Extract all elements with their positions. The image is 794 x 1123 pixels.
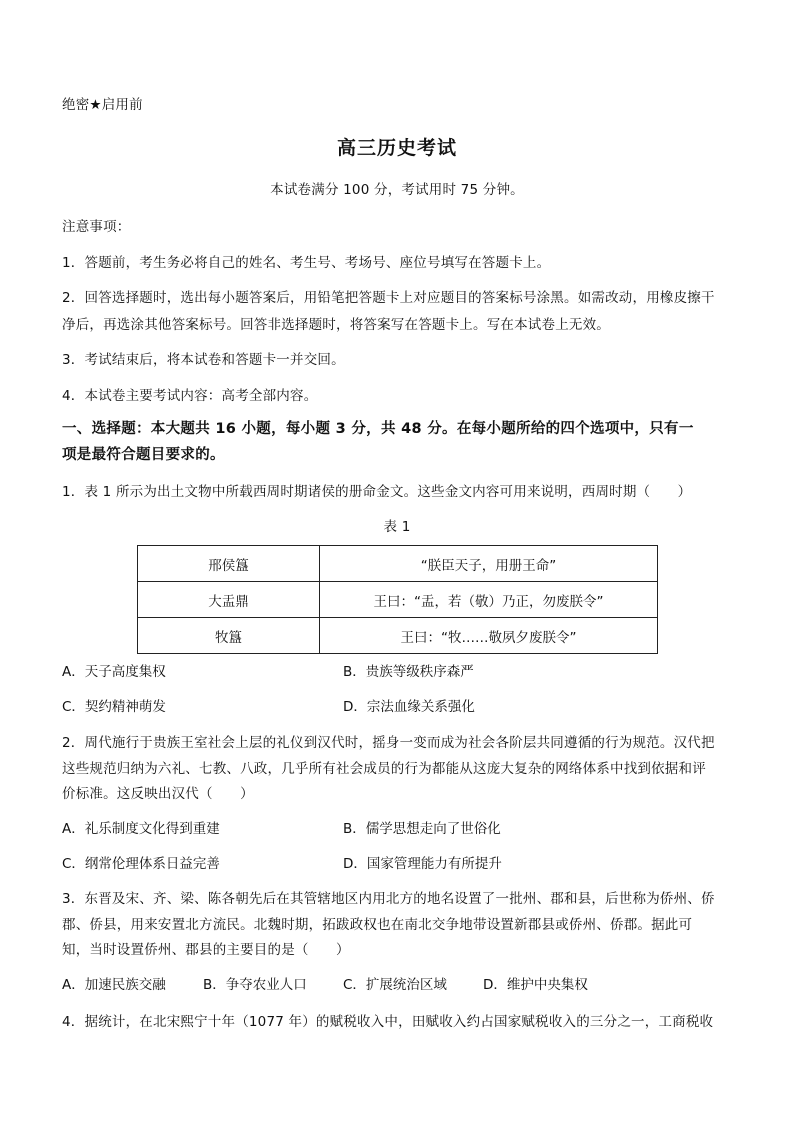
table-cell-name: 牧簋 — [138, 618, 320, 654]
section-heading-cont: 项是最符合题目要求的。 — [62, 447, 225, 463]
q3-option-a: A．加速民族交融 — [62, 977, 166, 993]
table-cell-name: 邢侯簋 — [138, 546, 320, 582]
exam-subtitle: 本试卷满分 100 分，考试用时 75 分钟。 — [270, 182, 524, 198]
q2-stem-line-2: 这些规范归纳为六礼、七教、八政，几乎所有社会成员的行为都能从这庞大复杂的网络体系中找到依据和评 — [62, 761, 706, 777]
section-heading: 一、选择题：本大题共 16 小题，每小题 3 分，共 48 分。在每小题所给的四个选项中，只有一 — [62, 421, 694, 437]
table-row — [138, 582, 658, 618]
q2-stem-line-1: 2．周代施行于贵族王室社会上层的礼仪到汉代时，摇身一变而成为社会各阶层共同遵循的行为规范。汉代把 — [62, 735, 715, 751]
table-cell-text: 王曰：“牧……敬夙夕废朕令” — [320, 618, 658, 654]
note-item-2-cont: 净后，再选涂其他答案标号。回答非选择题时，将答案写在答题卡上。写在本试卷上无效。 — [62, 317, 610, 333]
q1-stem: 1．表 1 所示为出土文物中所载西周时期诸侯的册命金文。这些金文内容可用来说明，西周时期（ ） — [62, 484, 692, 500]
notes-heading: 注意事项： — [62, 219, 131, 235]
q3-stem-line-2: 郡、侨县，用来安置北方流民。北魏时期，拓跋政权也在南北交争地带设置新郡县或侨州、侨郡。据此可 — [62, 917, 693, 933]
q2-option-d: D．国家管理能力有所提升 — [343, 856, 502, 872]
q2-option-c: C．纲常伦理体系日益完善 — [62, 856, 220, 872]
q1-option-b: B．贵族等级秩序森严 — [343, 664, 474, 680]
q3-stem-line-1: 3．东晋及宋、齐、梁、陈各朝先后在其管辖地区内用北方的地名设置了一批州、郡和县，后世称为侨州、侨 — [62, 891, 715, 907]
q3-stem-line-3: 知，当时设置侨州、郡县的主要目的是（ ） — [62, 942, 350, 958]
secret-mark: 绝密★启用前 — [62, 97, 143, 113]
table-cell-name: 大盂鼎 — [138, 582, 320, 618]
q3-option-b: B．争夺农业人口 — [203, 977, 307, 993]
table-cell-text: 王曰：“盂，若（敬）乃正，勿废朕令” — [320, 582, 658, 618]
table-row — [138, 546, 658, 582]
q4-stem-line-1: 4．据统计，在北宋熙宁十年（1077 年）的赋税收入中，田赋收入约占国家赋税收入的三分之一，工商税收 — [62, 1014, 714, 1030]
q3-option-d: D．维护中央集权 — [483, 977, 588, 993]
table-row — [138, 618, 658, 654]
q2-option-a: A．礼乐制度文化得到重建 — [62, 821, 220, 837]
q1-option-d: D．宗法血缘关系强化 — [343, 699, 475, 715]
q1-option-c: C．契约精神萌发 — [62, 699, 166, 715]
q2-stem-line-3: 价标准。这反映出汉代（ ） — [62, 786, 254, 802]
note-item-2: 2．回答选择题时，选出每小题答案后，用铅笔把答题卡上对应题目的答案标号涂黑。如需改动，用橡皮擦干 — [62, 290, 715, 306]
q1-option-a: A．天子高度集权 — [62, 664, 166, 680]
q3-option-c: C．扩展统治区域 — [343, 977, 447, 993]
q2-option-b: B．儒学思想走向了世俗化 — [343, 821, 501, 837]
q1-table — [137, 545, 658, 654]
note-item-4: 4．本试卷主要考试内容：高考全部内容。 — [62, 388, 318, 404]
note-item-1: 1．答题前，考生务必将自己的姓名、考生号、考场号、座位号填写在答题卡上。 — [62, 255, 551, 271]
exam-title: 高三历史考试 — [336, 137, 457, 159]
table-cell-text: “朕臣天子，用册王命” — [320, 546, 658, 582]
note-item-3: 3．考试结束后，将本试卷和答题卡一并交回。 — [62, 352, 345, 368]
table-caption: 表 1 — [383, 519, 411, 535]
